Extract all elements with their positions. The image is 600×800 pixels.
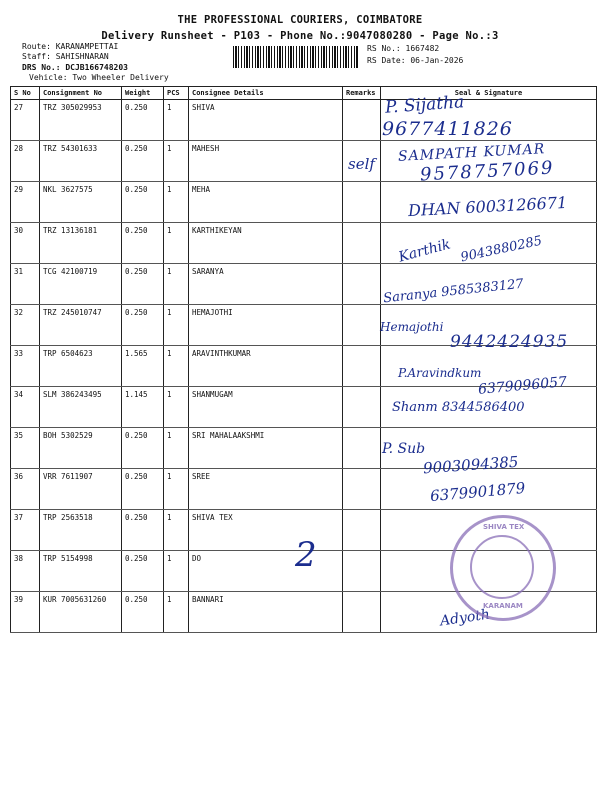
cell-consignment: NKL 3627575 [40, 182, 122, 223]
cell-consignee: MAHESH [189, 141, 343, 182]
cell-weight: 0.250 [122, 592, 164, 633]
cell-sno: 29 [11, 182, 40, 223]
cell-consignee: ARAVINTHKUMAR [189, 346, 343, 387]
cell-pcs: 1 [164, 100, 189, 141]
cell-sno: 34 [11, 387, 40, 428]
cell-weight: 0.250 [122, 428, 164, 469]
cell-pcs: 1 [164, 387, 189, 428]
cell-consignment: BOH 5302529 [40, 428, 122, 469]
cell-consignment: TRP 2563518 [40, 510, 122, 551]
signature-36: 6379901879 [429, 478, 527, 506]
cell-weight: 0.250 [122, 305, 164, 346]
cell-weight: 0.250 [122, 141, 164, 182]
cell-remarks [343, 592, 381, 633]
signature-27-name: P. Sijatha [384, 92, 465, 118]
cell-weight: 0.250 [122, 551, 164, 592]
cell-consignee: BANNARI [189, 592, 343, 633]
cell-remarks [343, 223, 381, 264]
cell-pcs: 1 [164, 182, 189, 223]
cell-sno: 33 [11, 346, 40, 387]
cell-consignment: TRZ 54301633 [40, 141, 122, 182]
cell-remarks [343, 264, 381, 305]
col-pcs: PCS [164, 87, 189, 100]
cell-consignee: KARTHIKEYAN [189, 223, 343, 264]
col-remarks: Remarks [343, 87, 381, 100]
cell-pcs: 1 [164, 469, 189, 510]
signature-35-name: P. Sub [382, 441, 426, 457]
drs-label: DRS No.: DCJB166748203 [22, 63, 128, 72]
cell-consignee: SREE [189, 469, 343, 510]
barcode [233, 46, 358, 68]
cell-consignment: TCG 42100719 [40, 264, 122, 305]
signature-37: 2 [295, 535, 317, 575]
company-title: THE PROFESSIONAL COURIERS, COIMBATORE [177, 14, 423, 26]
col-weight: Weight [122, 87, 164, 100]
cell-consignment: TRP 6504623 [40, 346, 122, 387]
cell-weight: 0.250 [122, 182, 164, 223]
rs-number: RS No.: 1667482 [367, 44, 440, 53]
cell-remarks [343, 387, 381, 428]
stamp-bottom-text: KARANAM [483, 602, 523, 610]
cell-weight: 0.250 [122, 469, 164, 510]
signature-34: Shanm 8344586400 [392, 400, 525, 415]
cell-weight: 0.250 [122, 223, 164, 264]
signature-28-phone: 9578757069 [419, 157, 555, 186]
cell-consignment: TRZ 245010747 [40, 305, 122, 346]
runsheet-subtitle: Delivery Runsheet - P103 - Phone No.:9047080280 - Page No.:3 [101, 30, 499, 42]
remark-28: self [348, 155, 375, 173]
cell-pcs: 1 [164, 141, 189, 182]
cell-sno: 38 [11, 551, 40, 592]
cell-consignee: SHIVA TEX [189, 510, 343, 551]
cell-pcs: 1 [164, 264, 189, 305]
cell-sno: 32 [11, 305, 40, 346]
cell-consignee: HEMAJOTHI [189, 305, 343, 346]
table-header-row [11, 87, 597, 100]
signature-32-name: Hemajothi [380, 320, 444, 334]
signature-33-phone: 6379096057 [477, 374, 568, 398]
cell-consignee: MEHA [189, 182, 343, 223]
cell-consignment: TRZ 305029953 [40, 100, 122, 141]
signature-32-phone: 9442424935 [450, 332, 569, 352]
cell-consignment: TRZ 13136181 [40, 223, 122, 264]
signature-35-phone: 9003094385 [422, 452, 519, 478]
stamp-top-text: SHIVA TEX [483, 523, 525, 531]
cell-remarks [343, 551, 381, 592]
cell-remarks [343, 305, 381, 346]
cell-pcs: 1 [164, 592, 189, 633]
vehicle-label: Vehicle: Two Wheeler Delivery [29, 73, 169, 82]
cell-sno: 37 [11, 510, 40, 551]
cell-weight: 1.565 [122, 346, 164, 387]
signature-30-name: Karthik [396, 236, 453, 266]
company-stamp [450, 515, 556, 621]
cell-sno: 39 [11, 592, 40, 633]
signature-30-phone: 9043880285 [459, 233, 544, 266]
cell-pcs: 1 [164, 551, 189, 592]
cell-pcs: 1 [164, 305, 189, 346]
cell-remarks [343, 428, 381, 469]
route-label: Route: KARANAMPETTAI [22, 42, 119, 51]
cell-consignee: SRI MAHALAAKSHMI [189, 428, 343, 469]
signature-31: Saranya 9585383127 [382, 276, 525, 307]
signature-33-name: P.Aravindkum [398, 366, 482, 380]
col-consignment: Consignment No [40, 87, 122, 100]
signature-29: DHAN 6003126671 [407, 192, 568, 221]
cell-consignment: SLM 386243495 [40, 387, 122, 428]
cell-weight: 0.250 [122, 510, 164, 551]
cell-sno: 28 [11, 141, 40, 182]
staff-label: Staff: SAHISHNARAN [22, 52, 109, 61]
cell-pcs: 1 [164, 510, 189, 551]
cell-sno: 35 [11, 428, 40, 469]
signature-28-name: SAMPATH KUMAR [397, 141, 546, 165]
rs-date: RS Date: 06-Jan-2026 [367, 56, 464, 65]
cell-weight: 1.145 [122, 387, 164, 428]
col-sno: S No [11, 87, 40, 100]
cell-sno: 30 [11, 223, 40, 264]
cell-remarks [343, 100, 381, 141]
cell-remarks [343, 182, 381, 223]
cell-sno: 31 [11, 264, 40, 305]
cell-consignment: VRR 7611907 [40, 469, 122, 510]
col-consignee: Consignee Details [189, 87, 343, 100]
cell-consignment: KUR 7005631260 [40, 592, 122, 633]
cell-weight: 0.250 [122, 100, 164, 141]
cell-pcs: 1 [164, 428, 189, 469]
cell-pcs: 1 [164, 346, 189, 387]
cell-sno: 27 [11, 100, 40, 141]
cell-consignment: TRP 5154998 [40, 551, 122, 592]
signature-39: Adyoth [439, 606, 491, 630]
cell-sno: 36 [11, 469, 40, 510]
cell-remarks [343, 469, 381, 510]
signature-27-phone: 9677411826 [382, 118, 513, 140]
cell-consignee: SARANYA [189, 264, 343, 305]
cell-remarks [343, 510, 381, 551]
cell-pcs: 1 [164, 223, 189, 264]
cell-consignee: SHANMUGAM [189, 387, 343, 428]
cell-remarks [343, 346, 381, 387]
cell-consignee: SHIVA [189, 100, 343, 141]
cell-weight: 0.250 [122, 264, 164, 305]
cell-consignee: DO [189, 551, 343, 592]
col-signature: Seal & Signature [381, 87, 597, 100]
